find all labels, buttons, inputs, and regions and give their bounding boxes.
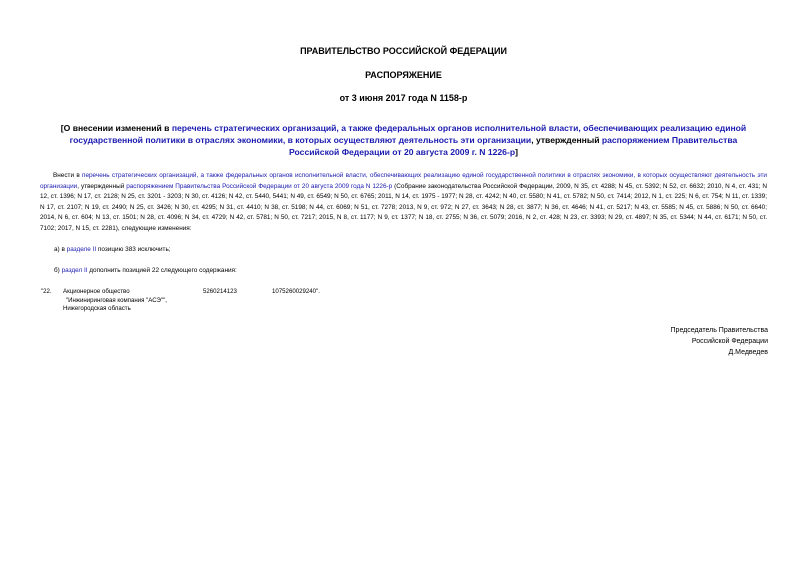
title-link-list[interactable]: перечень стратегических организаций, а также федеральных органов исполнительной власти, обеспечивающих реализацию единой государственной политики в отраслях экономики, в которых осуществляют деятельность эти организации	[69, 123, 747, 145]
item-a	[54, 245, 171, 254]
body-text-2: , утвержденный	[77, 182, 127, 190]
title-open-bracket: [	[60, 123, 64, 133]
header-date-number: от 3 июня 2017 года N 1158-р	[339, 93, 468, 103]
title-prefix: О внесении изменений в	[63, 123, 172, 133]
title-close-bracket: ]	[515, 147, 518, 157]
body-link-order[interactable]: распоряжением Правительства Российской Федерации от 20 августа 2009 года N 1226-р	[126, 182, 393, 190]
table-cell-number: "22.	[41, 288, 52, 295]
header-doc-type: РАСПОРЯЖЕНИЕ	[365, 70, 442, 80]
item-b-link[interactable]: раздел II	[61, 267, 88, 274]
body-paragraph	[40, 171, 767, 235]
signature-country: Российской Федерации	[691, 338, 768, 346]
signature-name: Д.Медведев	[728, 349, 768, 357]
document-title	[50, 122, 757, 158]
item-b	[54, 266, 237, 275]
signature-title: Председатель Правительства	[670, 327, 768, 334]
table-cell-ogrn: 1075260029240".	[272, 288, 320, 295]
item-b-prefix: б)	[54, 267, 62, 274]
item-a-suffix: позицию 383 исключить;	[96, 246, 171, 253]
item-a-prefix: а) в	[54, 246, 67, 253]
header-org: ПРАВИТЕЛЬСТВО РОССИЙСКОЙ ФЕДЕРАЦИИ	[300, 46, 507, 56]
table-name-line-3: Нижегородская область	[63, 305, 131, 312]
body-citations: (Собрание законодательства Российской Федерации, 2009, N 35, ст. 4288; N 45, ст. 5392; N 52, ст. 6632; 2010, N 4, ст. 431; N 12, ст. 1396; N 17, ст. 2128; N 25, ст. 3201 - 3203; N 30, ст. 4126; N 42, ст. 5440, 5441; N 49, ст. 6549; N 50, ст. 6765; 2011, N 14, ст. 1975 - 1977; N 28, ст. 4242; N 40, ст. 5580; N 41, ст. 5782; N 50, ст. 7414; 2012, N 1, ст. 225; N 6, ст. 754; N 11, ст. 1339; N 17, ст. 2107; N 19, ст. 2490; N 25, ст. 3426; N 30, ст. 4295; N 31, ст. 4410; N 38, ст. 5198; N 44, ст. 6069; N 51, ст. 7278; 2013, N 9, ст. 972; N 27, ст. 3643; N 28, ст. 3877; N 36, ст. 4646; N 41, ст. 5217; N 43, ст. 5585; N 45, ст. 5886; N 50, ст. 6640; 2014, N 6, ст. 604; N 13, ст. 1501; N 28, ст. 4096; N 34, ст. 4729; N 42, ст. 5781; N 50, ст. 7217; 2015, N 8, ст. 1177; N 9, ст. 1377; N 18, ст. 2755; N 36, ст. 5079; 2016, N 2, ст. 428; N 23, ст. 3393; N 29, ст. 4897; N 35, ст. 5344; N 44, ст. 6171; N 50, ст. 7102; 2017, N 15, ст. 2281), следующие изменения:	[40, 182, 767, 232]
signature-block	[671, 325, 768, 359]
item-a-link[interactable]: разделе II	[66, 246, 97, 253]
table-name-line-1: Акционерное общество	[63, 288, 130, 295]
body-intro: Внести в	[53, 172, 82, 179]
title-link-order[interactable]: распоряжением Правительства Российской Федерации от 20 августа 2009 г. N 1226-р	[289, 135, 738, 157]
title-middle: , утвержденный	[531, 135, 602, 145]
table-cell-name	[63, 288, 167, 314]
table-cell-inn: 5260214123	[203, 288, 237, 295]
item-b-suffix: дополнить позицией 22 следующего содержания:	[87, 267, 237, 274]
body-link-list[interactable]: перечень стратегических организаций, а также федеральных органов исполнительной власти, обеспечивающих реализацию единой государственной политики в отраслях экономики, в которых осуществляют деятельность эти организации	[40, 172, 767, 190]
table-name-line-2: "Инжиниринговая компания "АСЭ"",	[66, 296, 167, 304]
